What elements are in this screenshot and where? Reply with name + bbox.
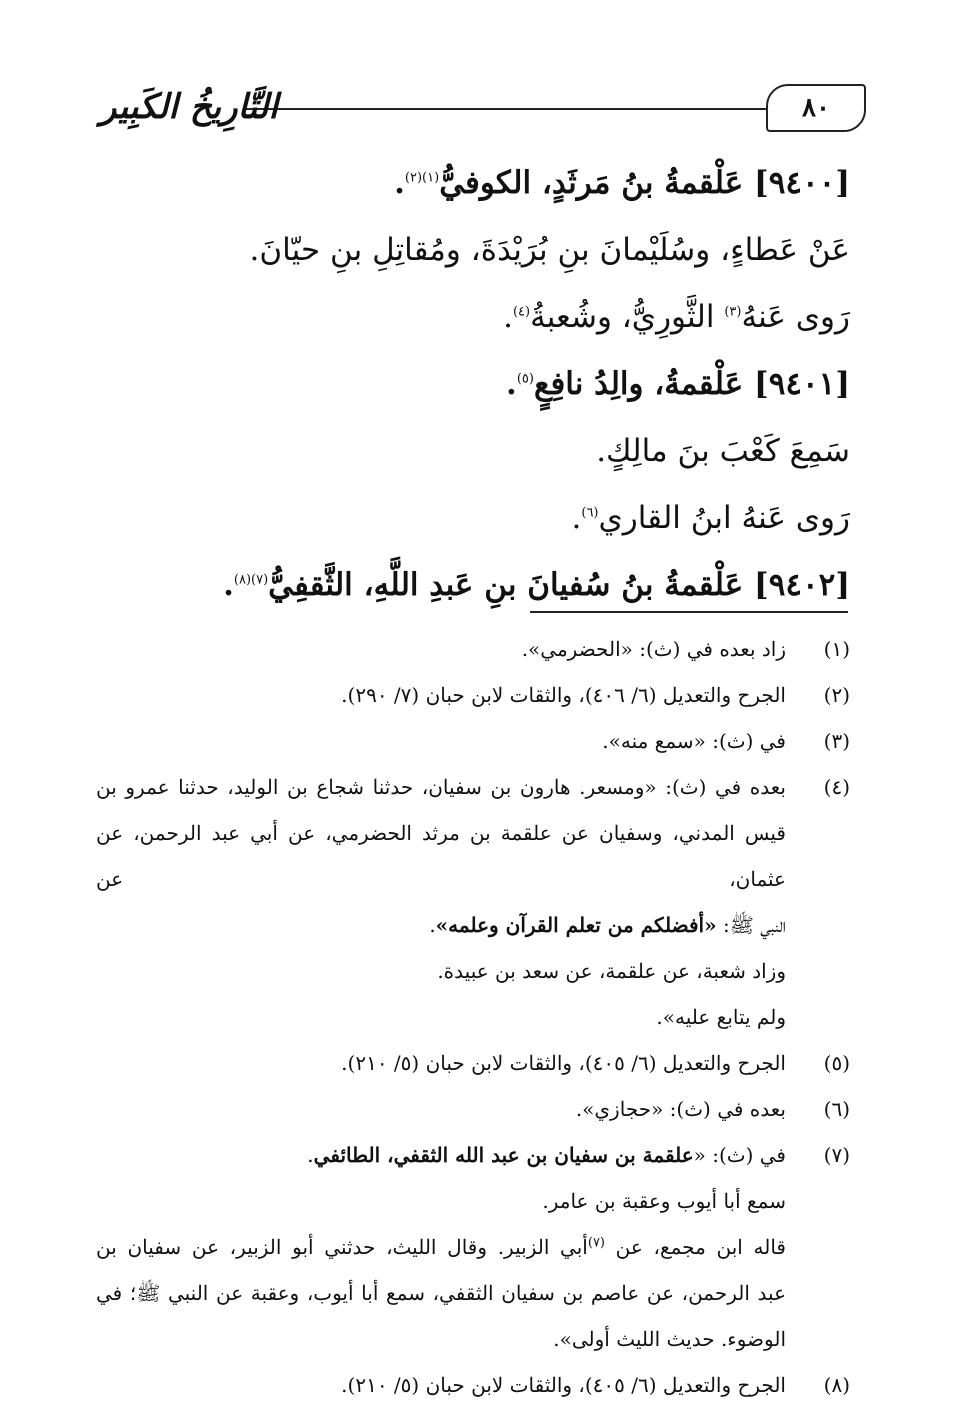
footnote-3 (96, 718, 850, 764)
footnote-text: زاد بعده في (ث): «الحضرمي». (521, 637, 786, 661)
entry-9401-line-1: سَمِعَ كَعْبَ بنَ مالِكٍ. (596, 433, 850, 469)
footnote-number: (١) (823, 637, 850, 661)
footnote-marker: (١)(٢) (404, 170, 440, 186)
footnotes (96, 626, 850, 1408)
footnote-number: (٣) (823, 729, 850, 753)
footnote-5 (96, 1040, 850, 1086)
footnote-6 (96, 1086, 850, 1132)
footnote-marker: (٣) (724, 304, 742, 320)
footnote-text: الجرح والتعديل (٦/ ٤٠٦)، والثقات لابن حبان (٧/ ٢٩٠). (341, 683, 786, 707)
footnote-marker: (٥) (516, 371, 534, 387)
entry-9401-line-2: رَوى عَنهُ ابنُ القاري$^{(٦)}$. (571, 500, 850, 536)
footnote-number: (٨) (823, 1373, 850, 1397)
entry-heading-9400: [٩٤٠٠] عَلْقمةُ بنُ مَرثَدٍ، الكوفيُّ$^{(١)(٢)}$. (394, 165, 850, 201)
entry-heading-9401: [٩٤٠١] عَلْقمةُ، والِدُ نافِعٍ$^{(٥)}$. (506, 366, 850, 402)
footnote-separator (530, 611, 848, 613)
footnote-marker: (٧) (587, 1235, 605, 1251)
page-header (100, 82, 866, 132)
footnote-text: سمع أبا أيوب وعقبة بن عامر. (542, 1189, 786, 1213)
entry-9400-line-2: رَوى عَنهُ$^{(٣)}$ الثَّورِيُّ، وشُعبةُ$^{(٤)}$. (503, 299, 850, 335)
footnote-text: النبي ﷺ: «أفضلكم من تعلم القرآن وعلمه». (429, 913, 786, 937)
page-number-badge (766, 84, 866, 132)
footnote-7 (96, 1132, 850, 1362)
footnote-number: (٧) (823, 1143, 850, 1167)
entry-heading-9402: [٩٤٠٢] عَلْقمةُ بنُ سُفيانَ بنِ عَبدِ اللَّهِ، الثَّقفِيُّ$^{(٧)(٨)}$. (223, 567, 850, 603)
header-rule (246, 108, 766, 110)
footnote-number: (٦) (823, 1097, 850, 1121)
footnote-text: بعده في (ث): «ومسعر. هارون بن سفيان، حدثنا شجاع بن الوليد، حدثنا عمرو بن (96, 775, 786, 799)
footnote-2 (96, 672, 850, 718)
footnote-text: الوضوء. حديث الليث أولى». (553, 1327, 786, 1351)
page-number: ٨٠ (802, 93, 830, 123)
footnote-1 (96, 626, 850, 672)
footnote-number: (٤) (823, 775, 850, 799)
footnote-marker: (٤) (512, 304, 531, 320)
footnote-text: وزاد شعبة، عن علقمة، عن سعد بن عبيدة. (437, 959, 786, 983)
footnote-text: بعده في (ث): «حجازي». (575, 1097, 786, 1121)
footnote-text: الجرح والتعديل (٦/ ٤٠٥)، والثقات لابن حبان (٥/ ٢١٠). (341, 1373, 786, 1397)
footnote-4 (96, 764, 850, 1040)
footnote-text: في (ث): «سمع منه». (602, 729, 786, 753)
entry-9400-line-1: عَنْ عَطاءٍ، وسُلَيْمانَ بنِ بُرَيْدَةَ، ومُقاتِلِ بنِ حيّانَ. (249, 232, 850, 268)
footnote-marker: (٦) (581, 505, 599, 521)
book-title: التَّارِيخُ الكَبِير (100, 87, 278, 127)
footnote-marker: (٧)(٨) (233, 572, 269, 588)
footnote-text: قاله ابن مجمع، عن $^{(٧)}$أبي الزبير. وقال الليث، حدثني أبو الزبير، عن سفيان بن (96, 1235, 786, 1259)
main-text (96, 150, 850, 619)
footnote-text: ولم يتابع عليه». (656, 1005, 786, 1029)
footnote-number: (٥) (823, 1051, 850, 1075)
footnote-number: (٢) (823, 683, 850, 707)
footnote-text: قيس المدني، وسفيان عن علقمة بن مرثد الحضرمي، عن أبي عبد الرحمن، عن عثمان، عن (96, 821, 786, 891)
footnote-text: عبد الرحمن، عن عاصم بن سفيان الثقفي، سمع أبا أيوب، وعقبة عن النبي ﷺ؛ في (96, 1281, 786, 1305)
footnote-text: الجرح والتعديل (٦/ ٤٠٥)، والثقات لابن حبان (٥/ ٢١٠). (341, 1051, 786, 1075)
footnote-8 (96, 1362, 850, 1408)
footnote-text: في (ث): «علقمة بن سفيان بن عبد الله الثقفي، الطائفي. (307, 1143, 786, 1167)
